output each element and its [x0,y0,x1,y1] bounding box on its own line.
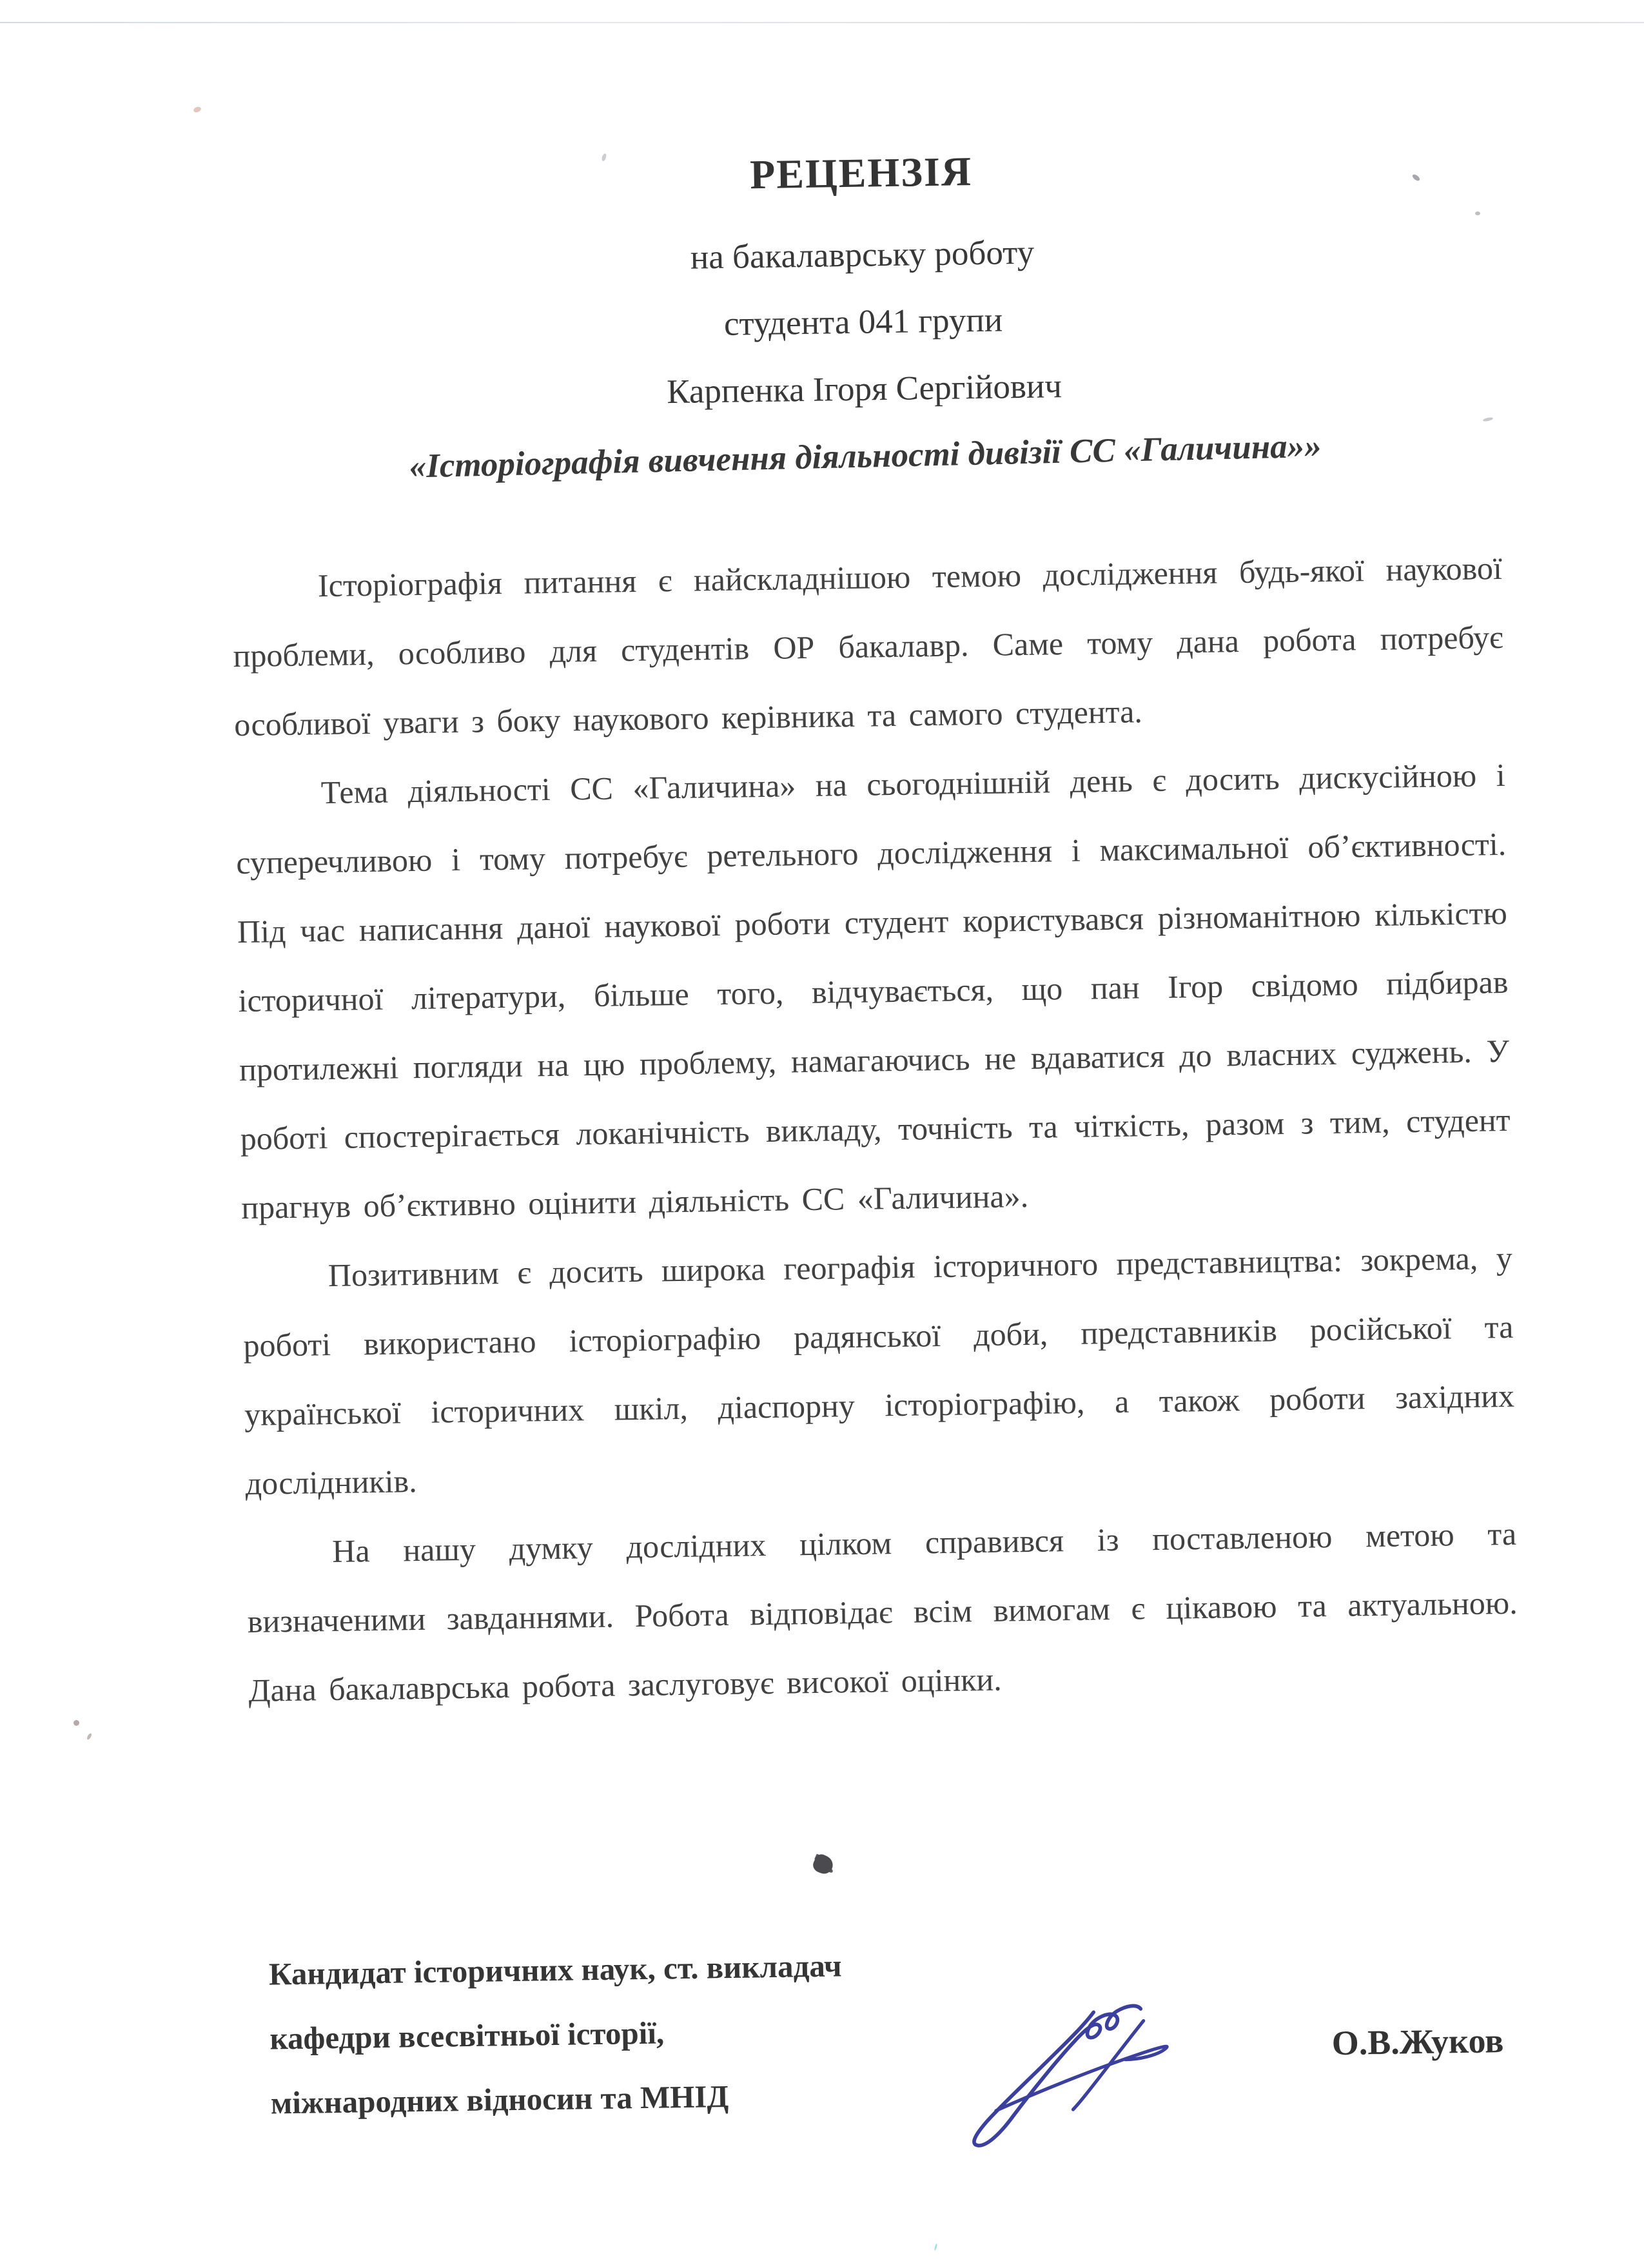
thesis-title: «Історіографія вивчення діяльності дивізії СС «Галичина»» [409,427,1322,485]
subtitle-student-name: Карпенка Ігоря Сергійович [666,367,1062,411]
body-paragraph: На нашу думку дослідних цілком справився із поставленою метою та визначеними завданнями. Робота відповідає всім вимогам є цікавою та актуальною. Дана бакалаврська робота заслуговує високої оцінки. [247,1515,1518,1708]
body-paragraph: Тема діяльності СС «Галичина» на сьогоднішній день є досить дискусійною і суперечливою і тому потребує ретельного дослідження і максимальної об’єктивності. Під час написання даної наукової роботи студент користувався різноманітною кількістю історичної літератури, більше того, відчувається, що пан Ігор свідомо підбирав протилежні погляди на цю проблему, намагаючись не вдаватися до власних суджень. У роботі спостерігається локанічність викладу, точність та чіткість, разом з тим, студент прагнув об’єктивно оцінити діяльність СС «Галичина». [235,756,1511,1226]
document-title: РЕЦЕНЗІЯ [749,148,973,198]
body-paragraph: Позитивним є досить широка географія історичного представництва: зокрема, у роботі використано історіографію радянської доби, представників російської та української історичних шкіл, діаспорну історіографію, а також роботи західних дослідників. [243,1239,1515,1502]
review-body [231,534,1519,1725]
subtitle-work-type: на бакалаврську роботу [690,233,1035,277]
reviewer-position-line: кафедри всесвітньої історії, [269,2015,665,2057]
reviewer-credentials [268,1933,844,2135]
reviewer-position-line: Кандидат історичних наук, ст. викладач [268,1948,842,1992]
body-paragraph: Історіографія питання є найскладнішою темою дослідження будь-якої наукової проблеми, особливо для студентів ОР бакалавр. Саме тому дана робота потребує особливої уваги з боку наукового керівника та самого студента. [233,549,1503,743]
signature-flourish [972,2006,1143,2146]
handwritten-signature [957,1979,1179,2149]
scan-speck [73,1720,79,1726]
reviewer-position-line: міжнародних відносин та МНІД [270,2078,729,2121]
scan-speck [1475,211,1480,215]
reviewer-name: О.В.Жуков [1331,2021,1504,2063]
document-heading [226,139,1501,499]
subtitle-student-group: студента 041 групи [723,301,1003,343]
